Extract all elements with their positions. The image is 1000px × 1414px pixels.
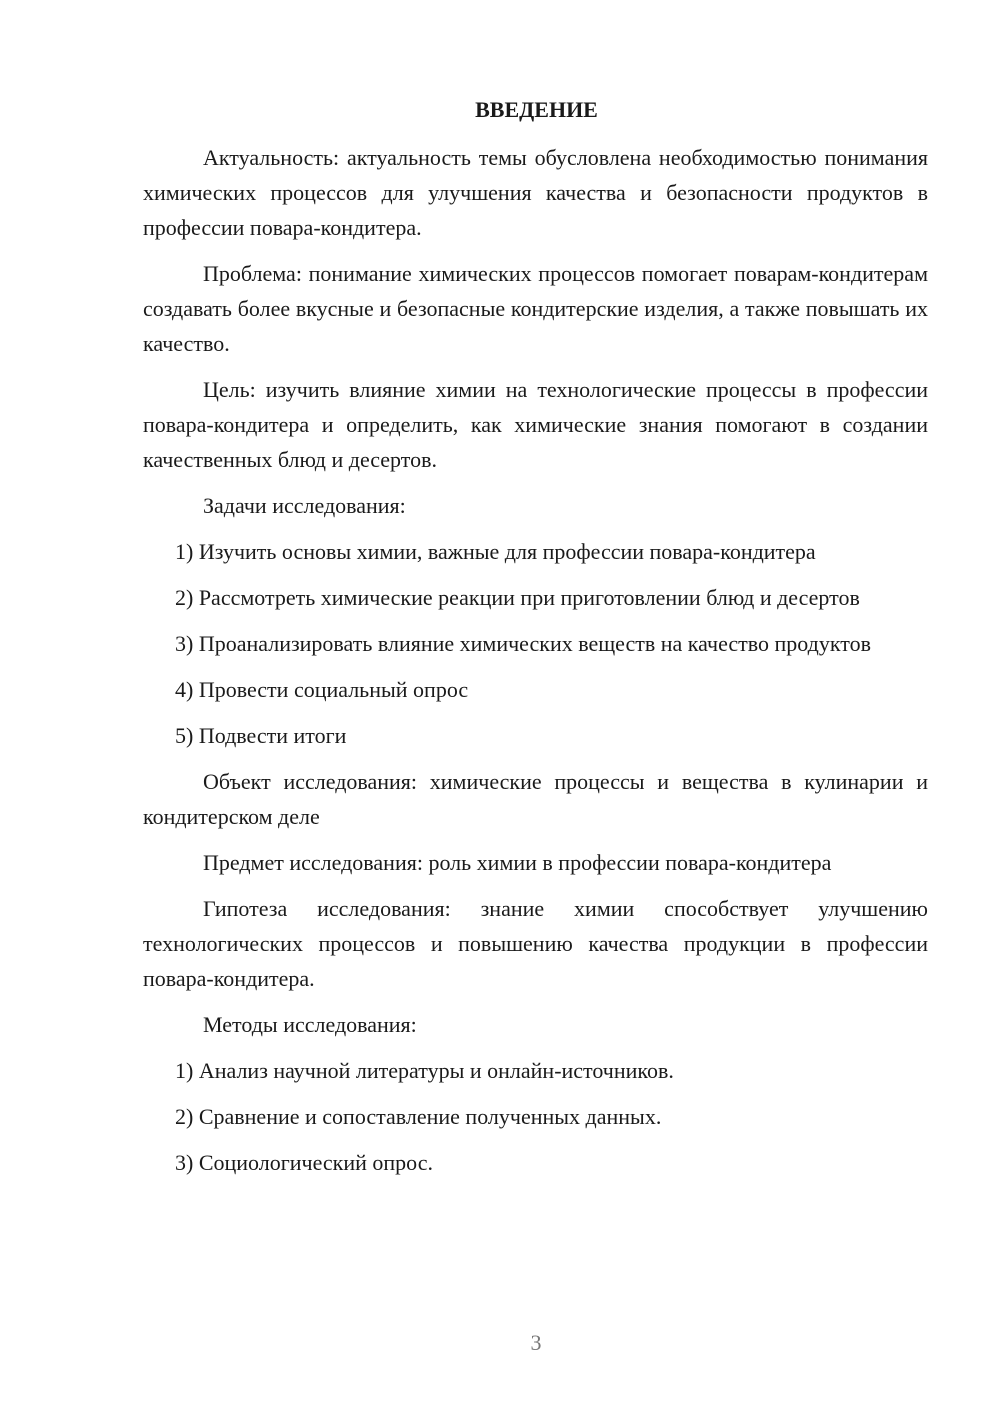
page-content <box>143 92 928 1191</box>
subject-paragraph: Предмет исследования: роль химии в профессии повара-кондитера <box>203 850 832 875</box>
page-number: 3 <box>530 1330 542 1355</box>
object-paragraph: Объект исследования: химические процессы и вещества в кулинарии и кондитерском деле <box>143 769 928 829</box>
task-item: 1) Изучить основы химии, важные для профессии повара-кондитера <box>175 539 816 564</box>
task-item: 2) Рассмотреть химические реакции при приготовлении блюд и десертов <box>175 585 860 610</box>
method-item: 3) Социологический опрос. <box>175 1150 433 1175</box>
method-item: 1) Анализ научной литературы и онлайн-источников. <box>175 1058 674 1083</box>
hypothesis-paragraph: Гипотеза исследования: знание химии способствует улучшению технологических процессов и повышению качества продукции в профессии повара-кондитера. <box>143 896 928 991</box>
task-item: 5) Подвести итоги <box>175 723 347 748</box>
methods-title: Методы исследования: <box>203 1012 417 1037</box>
relevance-paragraph: Актуальность: актуальность темы обусловлена необходимостью понимания химических процессов для улучшения качества и безопасности продуктов в профессии повара-кондитера. <box>143 145 928 240</box>
method-item: 2) Сравнение и сопоставление полученных данных. <box>175 1104 662 1129</box>
section-heading: ВВЕДЕНИЕ <box>475 97 598 122</box>
tasks-title: Задачи исследования: <box>203 493 406 518</box>
task-item: 4) Провести социальный опрос <box>175 677 469 702</box>
goal-paragraph: Цель: изучить влияние химии на технологические процессы в профессии повара-кондитера и определить, как химические знания помогают в создании качественных блюд и десертов. <box>143 377 928 472</box>
task-item: 3) Проанализировать влияние химических веществ на качество продуктов <box>175 631 871 656</box>
problem-paragraph: Проблема: понимание химических процессов помогает поварам-кондитерам создавать более вкусные и безопасные кондитерские изделия, а также повышать их качество. <box>143 261 928 356</box>
